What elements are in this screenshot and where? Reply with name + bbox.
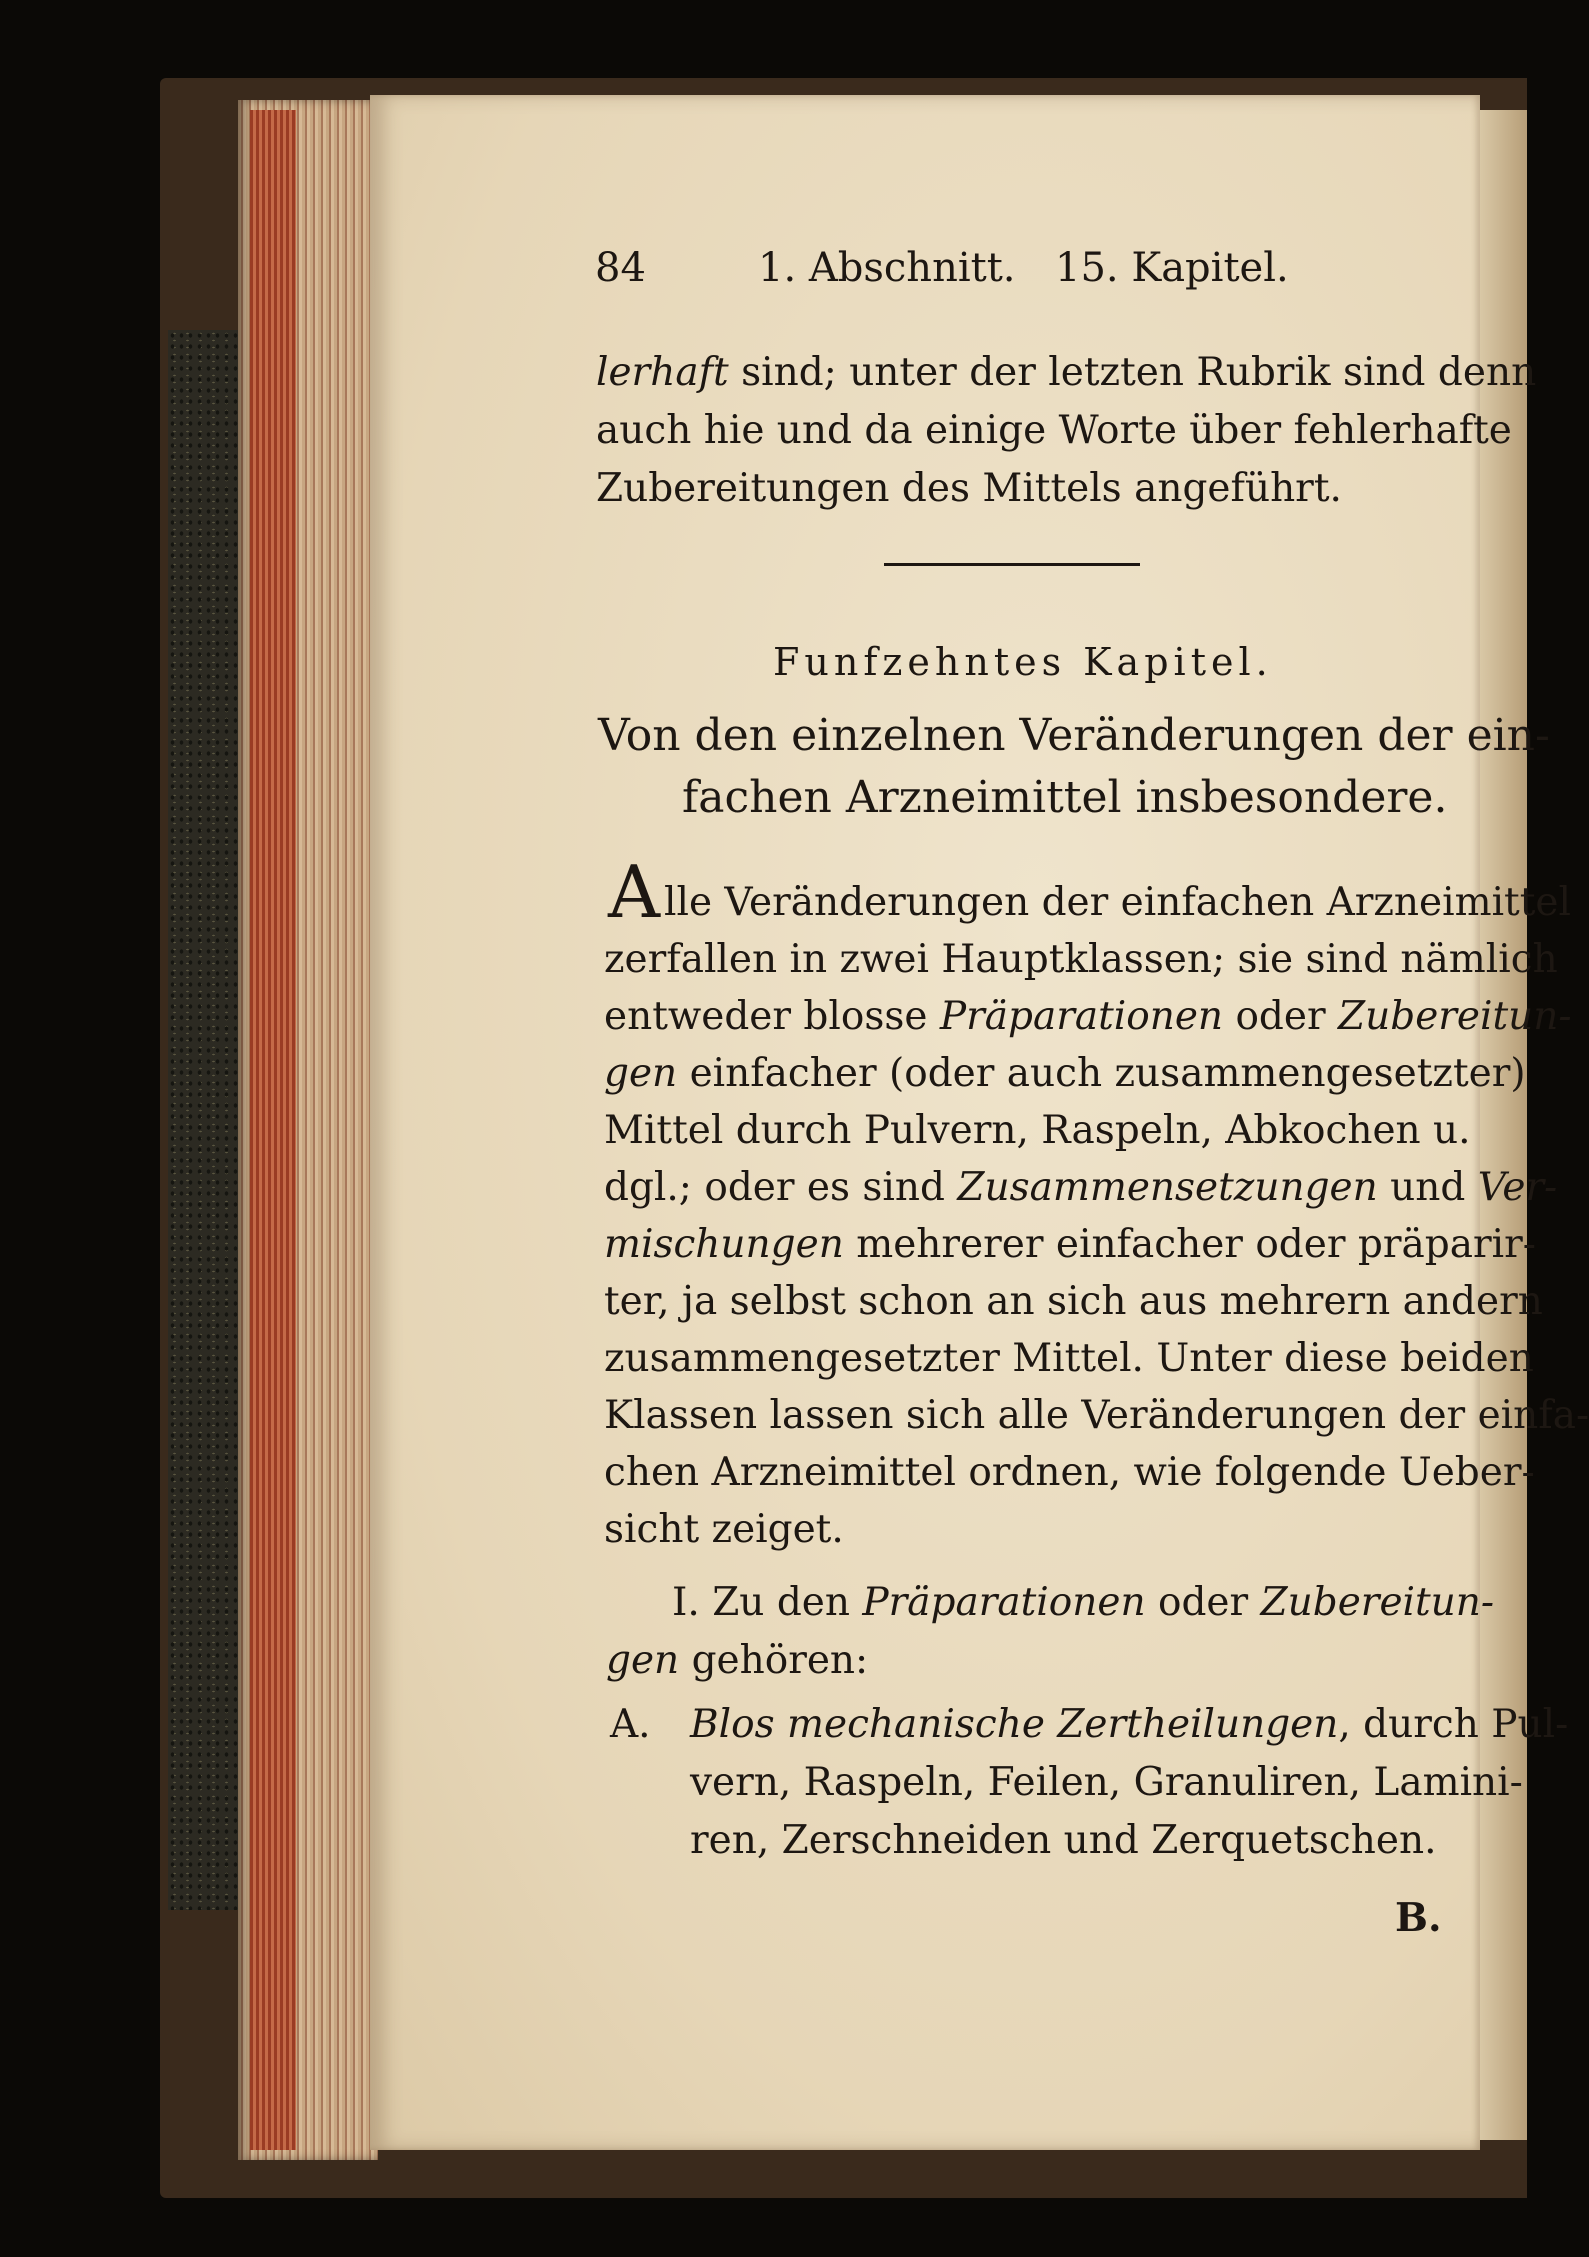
- page-number: 84: [595, 245, 646, 291]
- chapter-title: Funfzehntes Kapitel.: [773, 640, 1273, 684]
- italic-term: Blos mechanische Zertheilungen: [690, 1702, 1339, 1747]
- intro-line-1-rest: sind; unter der letzten Rubrik sind denn: [728, 350, 1537, 395]
- catchword: B.: [1395, 1895, 1442, 1941]
- paragraph-line-2: zerfallen in zwei Hauptklassen; sie sind nämlich: [604, 937, 1558, 982]
- intro-line-1-italic: lerhaft: [596, 350, 729, 395]
- chapter-heading-line-1: Von den einzelnen Veränderungen der ein-: [598, 710, 1550, 761]
- paragraph-line-5: Mittel durch Pulvern, Raspeln, Abkochen u.: [604, 1108, 1471, 1153]
- intro-line-3: Zubereitungen des Mittels angeführt.: [596, 466, 1342, 511]
- text-span: und: [1377, 1165, 1478, 1210]
- chapter-header: 15. Kapitel.: [1055, 245, 1289, 291]
- item-a-line-1: [690, 1702, 1568, 1747]
- italic-term: gen: [606, 1638, 680, 1683]
- intro-line-2: auch hie und da einige Worte über fehlerhafte: [596, 408, 1512, 453]
- section-header: 1. Abschnitt.: [758, 245, 1016, 291]
- intro-line-1: [596, 350, 1536, 395]
- red-page-edge: [250, 110, 296, 2150]
- chapter-heading-line-2: fachen Arzneimittel insbesondere.: [682, 772, 1448, 823]
- section-divider: [884, 563, 1140, 566]
- paragraph-line-6: [604, 1165, 1557, 1210]
- text-span: mehrerer einfacher oder präparir-: [843, 1222, 1536, 1267]
- list-intro-line-2: [606, 1638, 868, 1683]
- italic-term: Zubereitun-: [1260, 1580, 1495, 1625]
- italic-term: Zubereitun-: [1338, 994, 1572, 1039]
- text-span: dgl.; oder es sind: [604, 1165, 958, 1210]
- cover-edge: [168, 330, 240, 1910]
- text-span: einfacher (oder auch zusammengesetzter): [677, 1051, 1526, 1096]
- paragraph-line-12: sicht zeiget.: [604, 1507, 844, 1552]
- paragraph-line-8: ter, ja selbst schon an sich aus mehrern andern: [604, 1279, 1543, 1324]
- item-a-line-3: ren, Zerschneiden und Zerquetschen.: [690, 1818, 1437, 1863]
- paragraph-line-11: chen Arzneimittel ordnen, wie folgende Ueber-: [604, 1450, 1535, 1495]
- paragraph-line-1: lle Veränderungen der einfachen Arzneimittel: [664, 880, 1571, 925]
- text-span: , durch Pul-: [1338, 1702, 1569, 1747]
- item-a-marker: A.: [610, 1702, 651, 1747]
- text-span: gehören:: [679, 1638, 869, 1683]
- paragraph-line-4: [604, 1051, 1526, 1096]
- item-a-line-2: vern, Raspeln, Feilen, Granuliren, Lamini-: [690, 1760, 1523, 1805]
- italic-term: Zusammensetzungen: [957, 1165, 1378, 1210]
- italic-term: Präparationen: [939, 994, 1224, 1039]
- italic-term: Präparationen: [862, 1580, 1146, 1625]
- text-span: oder: [1145, 1580, 1261, 1625]
- paragraph-line-9: zusammengesetzter Mittel. Unter diese beiden: [604, 1336, 1534, 1381]
- text-span: I. Zu den: [672, 1580, 863, 1625]
- italic-term: gen: [604, 1051, 678, 1096]
- italic-term: Ver-: [1477, 1165, 1558, 1210]
- text-span: oder: [1223, 994, 1339, 1039]
- list-intro-line-1: [672, 1580, 1494, 1625]
- paragraph-line-7: [604, 1222, 1536, 1267]
- drop-cap: A: [608, 850, 660, 934]
- paragraph-line-3: [604, 994, 1572, 1039]
- paragraph-line-10: Klassen lassen sich alle Veränderungen der einfa-: [604, 1393, 1589, 1438]
- text-span: entweder blosse: [604, 994, 940, 1039]
- italic-term: mischungen: [604, 1222, 844, 1267]
